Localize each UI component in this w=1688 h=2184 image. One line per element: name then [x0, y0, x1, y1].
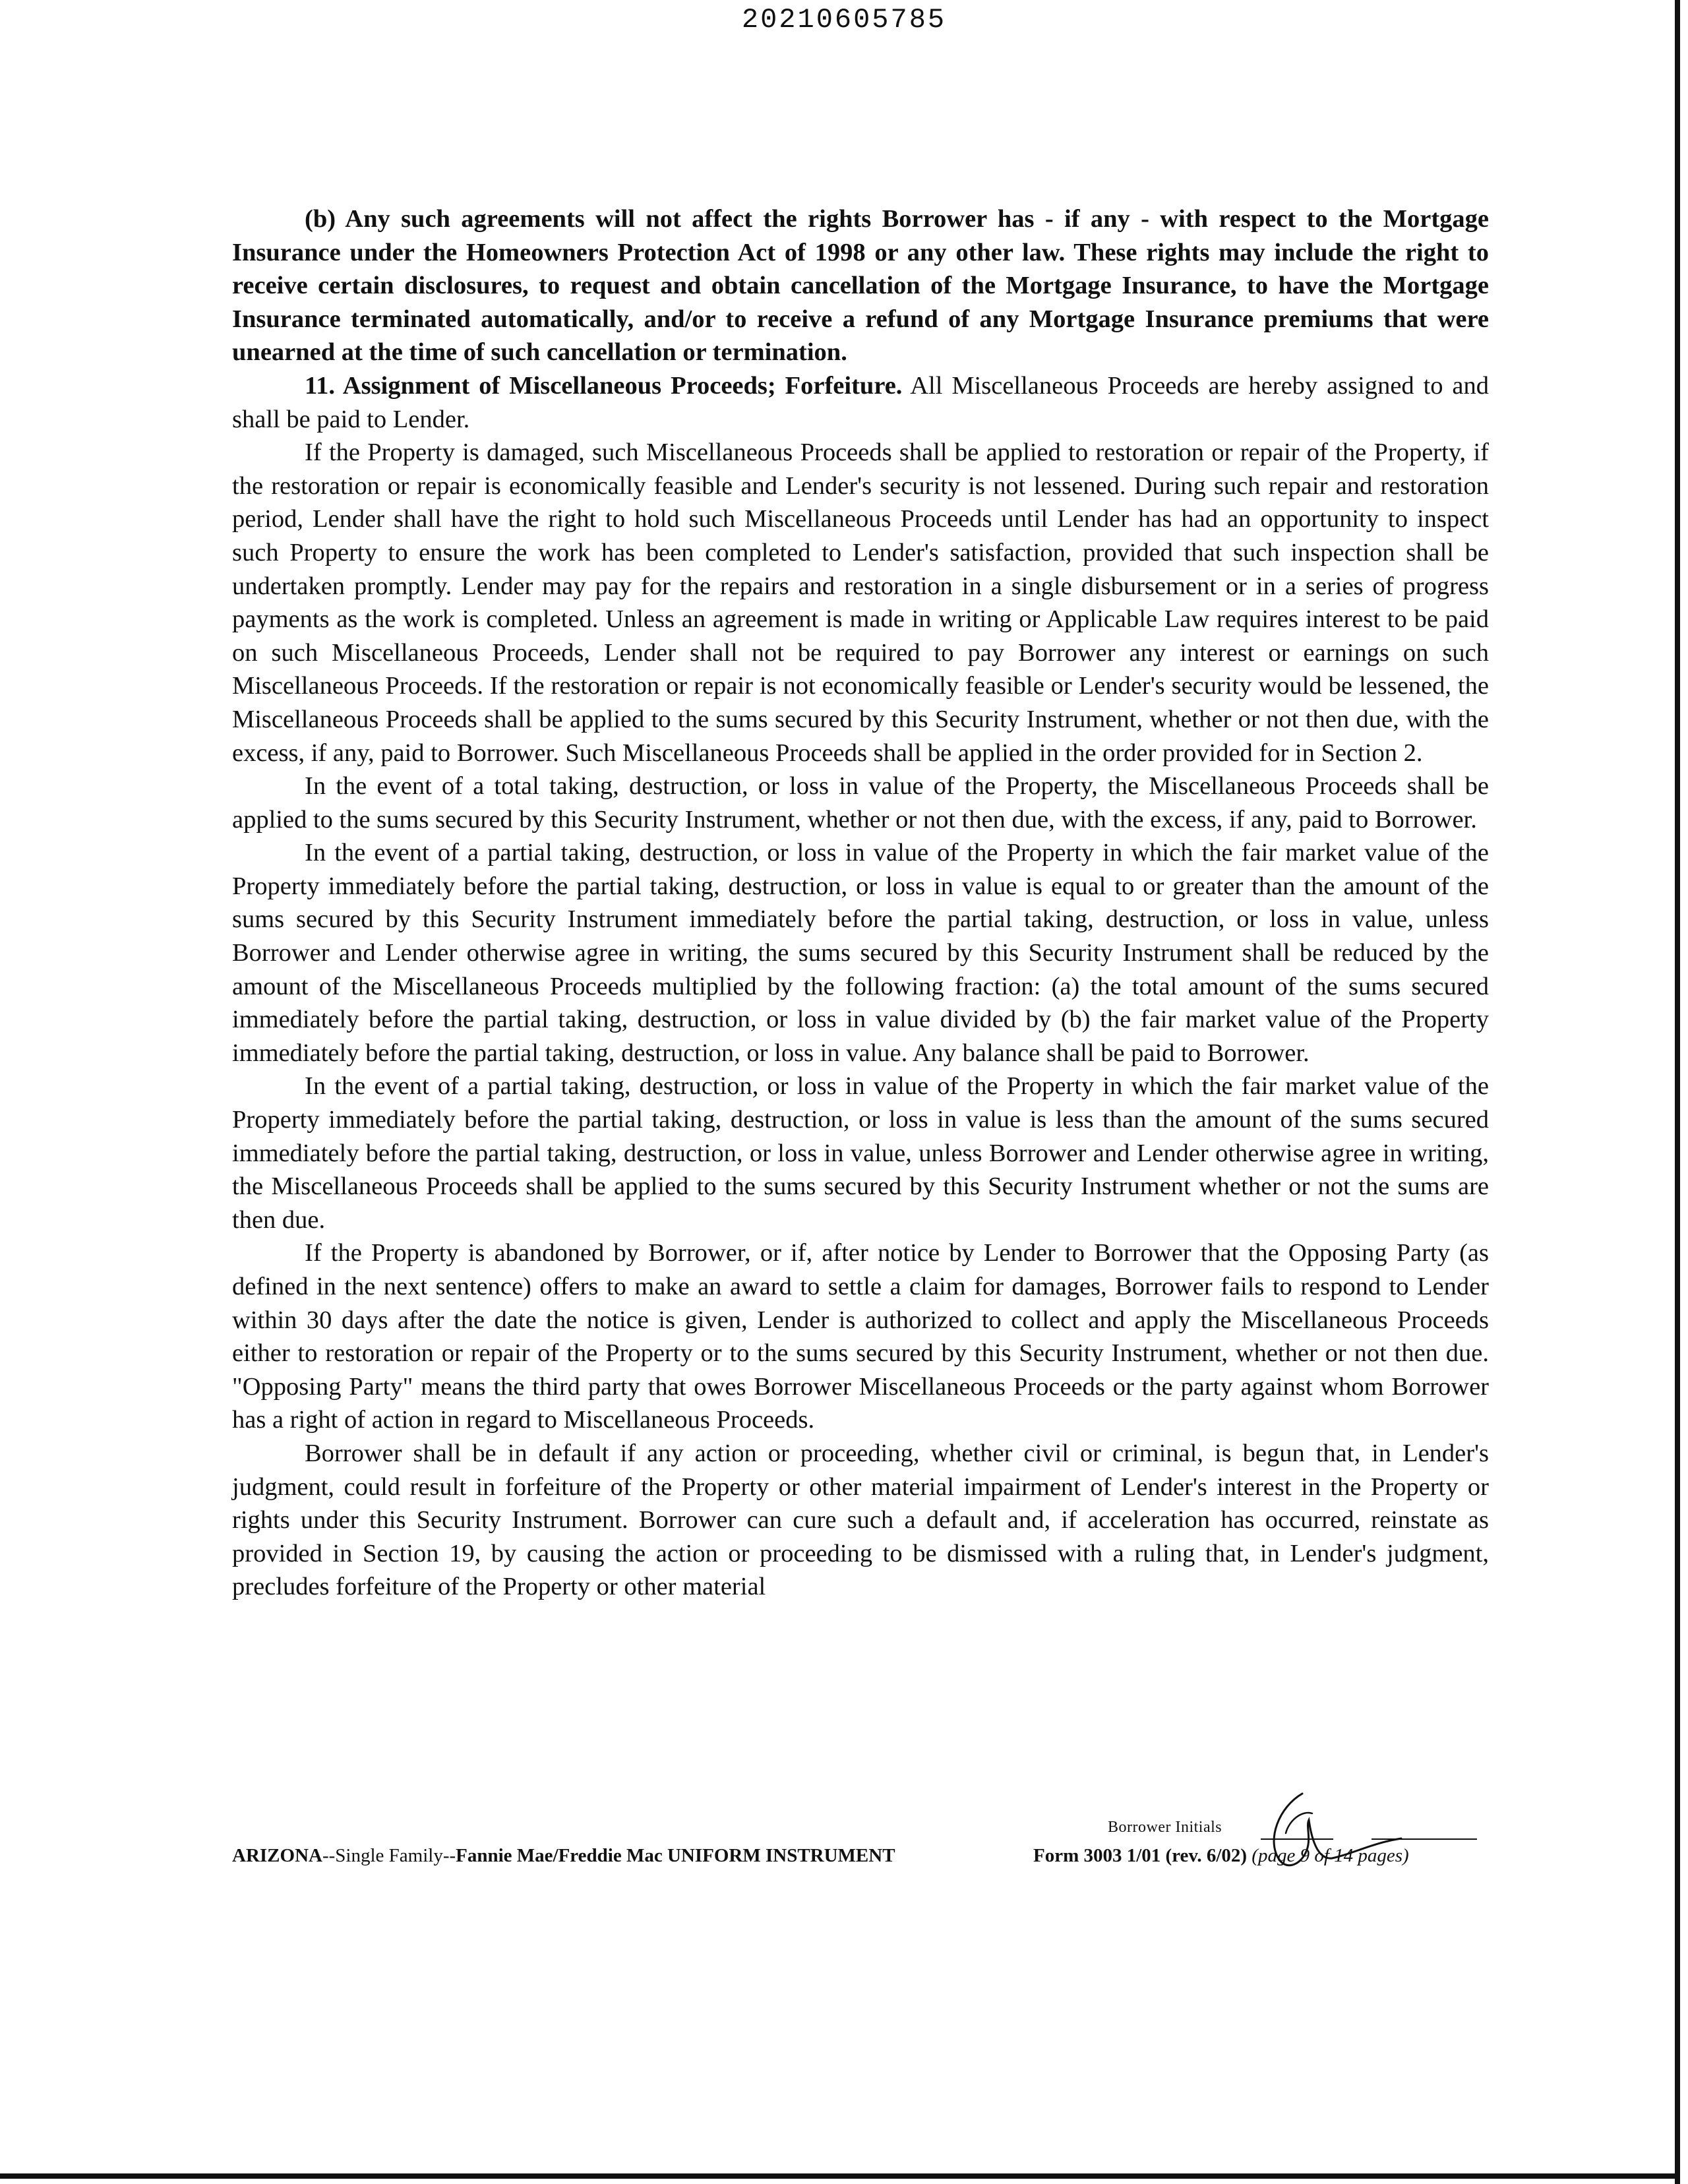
paragraph-text: In the event of a partial taking, destruction, or loss in value of the Property in which the fair market value of the Property immediately before the partial taking, destruction, or loss in value is equal to or greater than the amount of the sums secured by this Security Instrument immediately before the partial taking, destruction, or loss in value, unless Borrower and Lender otherwise agree in writing, the sums secured by this Security Instrument shall be reduced by the amount of the Miscellaneous Proceeds multiplied by the following fraction: (a) the total amount of the sums secured immediately before the partial taking, destruction, or loss in value divided by (b) the fair market value of the Property immediately before the partial taking, destruction, or loss in value. Any balance shall be paid to Borrower.	[232, 839, 1489, 1067]
paragraph-text: If the Property is damaged, such Miscellaneous Proceeds shall be applied to restoration or repair of the Property, if the restoration or repair is economically feasible and Lender's security is not lessened. During such repair and restoration period, Lender shall have the right to hold such Miscellaneous Proceeds until Lender has had an opportunity to inspect such Property to ensure the work has been completed to Lender's satisfaction, provided that such inspection shall be undertaken promptly. Lender may pay for the repairs and restoration in a single disbursement or in a series of progress payments as the work is completed. Unless an agreement is made in writing or Applicable Law requires interest to be paid on such Miscellaneous Proceeds, Lender shall not be required to pay Borrower any interest or earnings on such Miscellaneous Proceeds. If the restoration or repair is not economically feasible or Lender's security would be lessened, the Miscellaneous Proceeds shall be applied to the sums secured by this Security Instrument, whether or not then due, with the excess, if any, paid to Borrower. Such Miscellaneous Proceeds shall be applied in the order provided for in Section 2.	[232, 439, 1489, 767]
paragraph-text: If the Property is abandoned by Borrower, or if, after notice by Lender to Borrower that the Opposing Party (as defined in the next sentence) offers to make an award to settle a claim for damages, Borrower fails to respond to Lender within 30 days after the date the notice is given, Lender is authorized to collect and apply the Miscellaneous Proceeds either to restoration or repair of the Property or to the sums secured by this Security Instrument, whether or not then due. "Opposing Party" means the third party that owes Borrower Miscellaneous Proceeds or the party against whom Borrower has a right of action in regard to Miscellaneous Proceeds.	[232, 1239, 1489, 1434]
paragraph-text: All Miscellaneous Proceeds are hereby assigned to and shall be paid to Lender.	[232, 371, 1490, 433]
page-edge-right	[1675, 0, 1680, 2184]
footer-page-number: (page 9 of 14 pages)	[1251, 1845, 1409, 1866]
footer-agencies: Fannie Mae/Freddie Mac	[456, 1845, 663, 1866]
page-edge-bottom	[0, 2173, 1680, 2179]
footer-form	[1033, 1845, 1409, 1867]
paragraph-text: Borrower shall be in default if any action or proceeding, whether civil or criminal, is begun that, in Lender's judgment, could result in forfeiture of the Property or other material impairment of Lender's interest in the Property or rights under this Security Instrument. Borrower can cure such a default and, if acceleration has occurred, reinstate as provided in Section 19, by causing the action or proceeding to be dismissed with a ruling that, in Lender's judgment, precludes forfeiture of the Property or other material	[232, 1439, 1489, 1601]
footer-type: --Single Family--	[322, 1845, 456, 1866]
paragraph-partial-taking-greater	[232, 836, 1489, 1070]
paragraph-total-taking	[232, 770, 1489, 836]
footer-instrument-name: UNIFORM INSTRUMENT	[662, 1845, 895, 1866]
form-footer	[232, 1840, 1489, 1873]
paragraph-lead: (b) Any such agreements will not affect the rights Borrower has - if any - with respect to the Mortgage Insurance under the Homeowners Protection Act of 1998 or any other law. These rights may include the right to receive certain disclosures, to request and obtain cancellation of the Mortgage Insurance, to have the Mortgage Insurance terminated automatically, and/or to receive a refund of any Mortgage Insurance premiums that were unearned at the time of such cancellation or termination.	[232, 205, 1489, 367]
paragraph-text: In the event of a partial taking, destruction, or loss in value of the Property in which the fair market value of the Property immediately before the partial taking, destruction, or loss in value is less than the amount of the sums secured immediately before the partial taking, destruction, or loss in value, unless Borrower and Lender otherwise agree in writing, the Miscellaneous Proceeds shall be applied to the sums secured by this Security Instrument whether or not the sums are then due.	[232, 1072, 1489, 1234]
document-id: 20210605785	[741, 4, 947, 36]
paragraph-b	[232, 202, 1489, 369]
initials-label: Borrower Initials	[1108, 1819, 1222, 1836]
footer-form-number: Form 3003 1/01 (rev. 6/02)	[1033, 1845, 1248, 1866]
footer-state: ARIZONA	[232, 1845, 322, 1866]
paragraph-partial-taking-less	[232, 1070, 1489, 1236]
paragraph-default	[232, 1437, 1489, 1604]
paragraph-abandoned	[232, 1236, 1489, 1437]
paragraph-damage	[232, 436, 1489, 770]
section-heading: 11. Assignment of Miscellaneous Proceeds; Forfeiture.	[305, 371, 903, 400]
footer-instrument	[232, 1845, 895, 1867]
document-body	[232, 202, 1489, 1604]
paragraph-text: In the event of a total taking, destruction, or loss in value of the Property, the Miscellaneous Proceeds shall be applied to the sums secured by this Security Instrument, whether or not then due, with the excess, if any, paid to Borrower.	[232, 772, 1489, 834]
paragraph-section-11	[232, 369, 1489, 436]
